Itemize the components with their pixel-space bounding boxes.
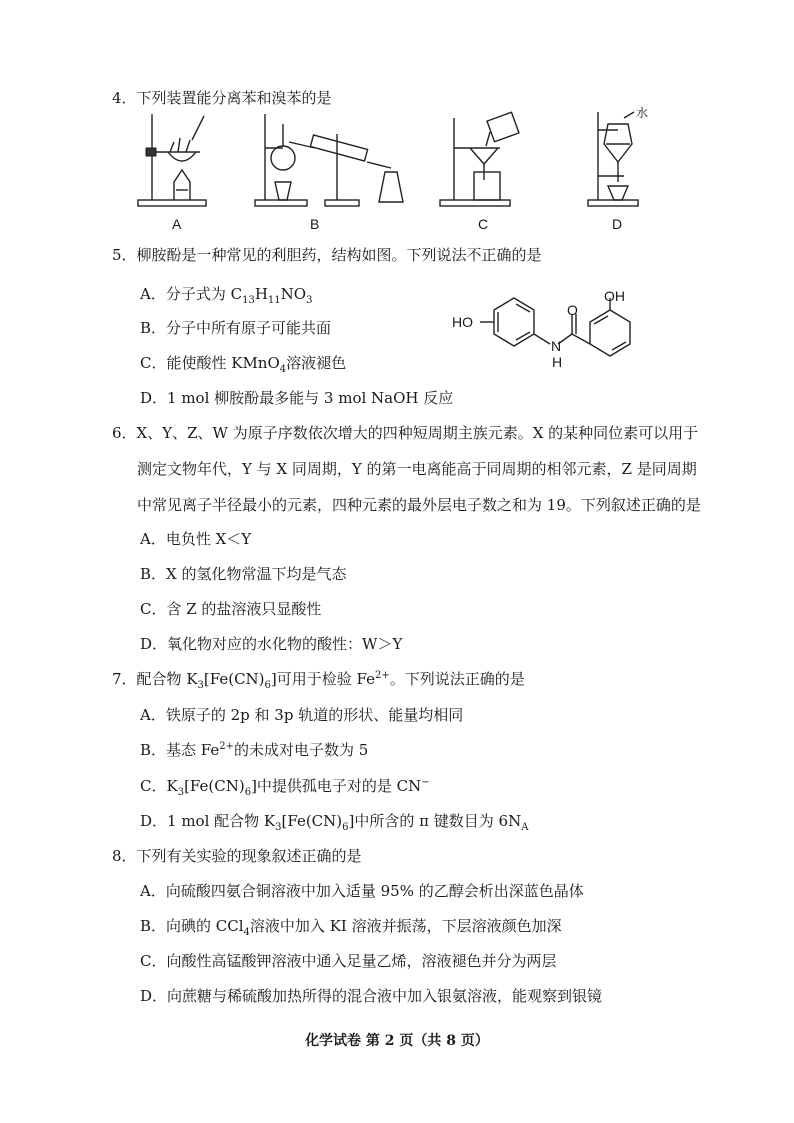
- q5-option-a[interactable]: [140, 284, 312, 304]
- carbonyl-o-label: O: [567, 302, 578, 318]
- subscript: A: [521, 822, 529, 833]
- question-number: 6．: [112, 424, 137, 442]
- text: 。下列说法正确的是: [389, 670, 525, 688]
- question-number: 5．: [112, 246, 137, 264]
- oh-label: OH: [604, 288, 625, 304]
- text: 的未成对电子数为 5: [234, 741, 369, 759]
- question-6-line-3: 中常见离子半径最小的元素，四种元素的最外层电子数之和为 19。下列叙述正确的是: [137, 496, 701, 514]
- apparatus-d-label: D: [612, 216, 623, 232]
- subscript: 6: [342, 822, 349, 833]
- water-label: 水: [636, 106, 649, 120]
- subscript: 3: [197, 680, 204, 691]
- text: 溶液中加入 KI 溶液并振荡，下层溶液颜色加深: [249, 917, 562, 935]
- text: B．向碘的 CCl: [140, 917, 244, 935]
- text: C．K: [140, 777, 178, 795]
- q7-option-c[interactable]: [140, 776, 430, 796]
- q6-option-d[interactable]: D．氧化物对应的水化物的酸性：W＞Y: [140, 635, 403, 653]
- text: ]可用于检验 Fe: [270, 670, 375, 688]
- text: D．1 mol 配合物 K: [140, 812, 276, 830]
- subscript: 4: [279, 364, 287, 375]
- question-text: 柳胺酚是一种常见的利胆药，结构如图。下列说法不正确的是: [136, 246, 542, 264]
- question-number: 7．: [112, 670, 137, 688]
- subscript: 13: [242, 295, 255, 306]
- question-text: 下列有关实验的现象叙述正确的是: [136, 847, 362, 865]
- apparatus-b-label: B: [310, 216, 320, 232]
- q6-option-a[interactable]: A．电负性 X＜Y: [140, 530, 252, 548]
- q8-option-c[interactable]: C．向酸性高锰酸钾溶液中通入足量乙烯，溶液褪色并分为两层: [140, 952, 557, 970]
- text: A．分子式为 C: [140, 285, 243, 303]
- q8-option-d[interactable]: D．向蔗糖与稀硫酸加热所得的混合液中加入银氨溶液，能观察到银镜: [140, 987, 603, 1005]
- text: [Fe(CN): [203, 670, 265, 688]
- superscript: 2+: [219, 741, 235, 752]
- q5-option-d[interactable]: D．1 mol 柳胺酚最多能与 3 mol NaOH 反应: [140, 389, 454, 407]
- molecular-structure-figure: [450, 292, 650, 376]
- text: ]中所含的 π 键数目为 6N: [348, 812, 522, 830]
- question-4-stem: [112, 88, 332, 108]
- text: [Fe(CN): [281, 812, 343, 830]
- q7-option-b[interactable]: [140, 740, 368, 760]
- apparatus-a-label: A: [172, 216, 182, 232]
- question-6-line-1: [112, 423, 698, 443]
- text: 溶液褪色: [286, 354, 347, 372]
- question-text: X、Y、Z、W 为原子序数依次增大的四种短周期主族元素。X 的某种同位素可以用于: [136, 424, 699, 442]
- superscript: 2+: [375, 670, 390, 681]
- ho-label: HO: [452, 314, 473, 330]
- subscript: 6: [244, 787, 252, 798]
- apparatus-c-figure: [440, 108, 530, 212]
- q6-option-c[interactable]: C．含 Z 的盐溶液只显酸性: [140, 600, 322, 618]
- q5-option-c[interactable]: [140, 353, 346, 373]
- text: C．能使酸性 KMnO: [140, 354, 280, 372]
- subscript: 3: [306, 295, 313, 306]
- subscript: 3: [177, 787, 185, 798]
- question-text: 下列装置能分离苯和溴苯的是: [136, 89, 332, 107]
- apparatus-c-label: C: [478, 216, 489, 232]
- apparatus-b-figure: [255, 112, 415, 212]
- subscript: 11: [267, 295, 281, 306]
- text: NO: [280, 285, 307, 303]
- n-label: N: [551, 338, 562, 354]
- text: H: [254, 285, 268, 303]
- subscript: 6: [264, 680, 271, 691]
- question-6-line-2: 测定文物年代，Y 与 X 同周期，Y 的第一电离能高于同周期的相邻元素，Z 是同周期: [137, 460, 697, 478]
- text: B．基态 Fe: [140, 741, 220, 759]
- question-7-stem: [112, 669, 525, 689]
- question-5-stem: [112, 245, 542, 265]
- text: ]中提供孤电子对的是 CN: [251, 777, 422, 795]
- apparatus-a-figure: [138, 112, 218, 212]
- question-number: 8．: [112, 847, 137, 865]
- subscript: 3: [275, 822, 282, 833]
- q6-option-b[interactable]: B．X 的氢化物常温下均是气态: [140, 565, 347, 583]
- q7-option-d[interactable]: [140, 811, 528, 831]
- text: [Fe(CN): [184, 777, 245, 795]
- text: 配合物 K: [136, 670, 198, 688]
- q5-option-b[interactable]: B．分子中所有原子可能共面: [140, 319, 332, 337]
- question-number: 4．: [112, 89, 137, 107]
- subscript: 4: [243, 927, 250, 938]
- page-footer: 化学试卷 第 2 页（共 8 页）: [305, 1033, 489, 1049]
- q8-option-a[interactable]: A．向硫酸四氨合铜溶液中加入适量 95% 的乙醇会析出深蓝色晶体: [140, 882, 584, 900]
- question-8-stem: [112, 846, 362, 866]
- q8-option-b[interactable]: [140, 916, 562, 936]
- h-label: H: [552, 354, 563, 370]
- q7-option-a[interactable]: A．铁原子的 2p 和 3p 轨道的形状、能量均相同: [140, 706, 464, 724]
- superscript: −: [421, 777, 430, 788]
